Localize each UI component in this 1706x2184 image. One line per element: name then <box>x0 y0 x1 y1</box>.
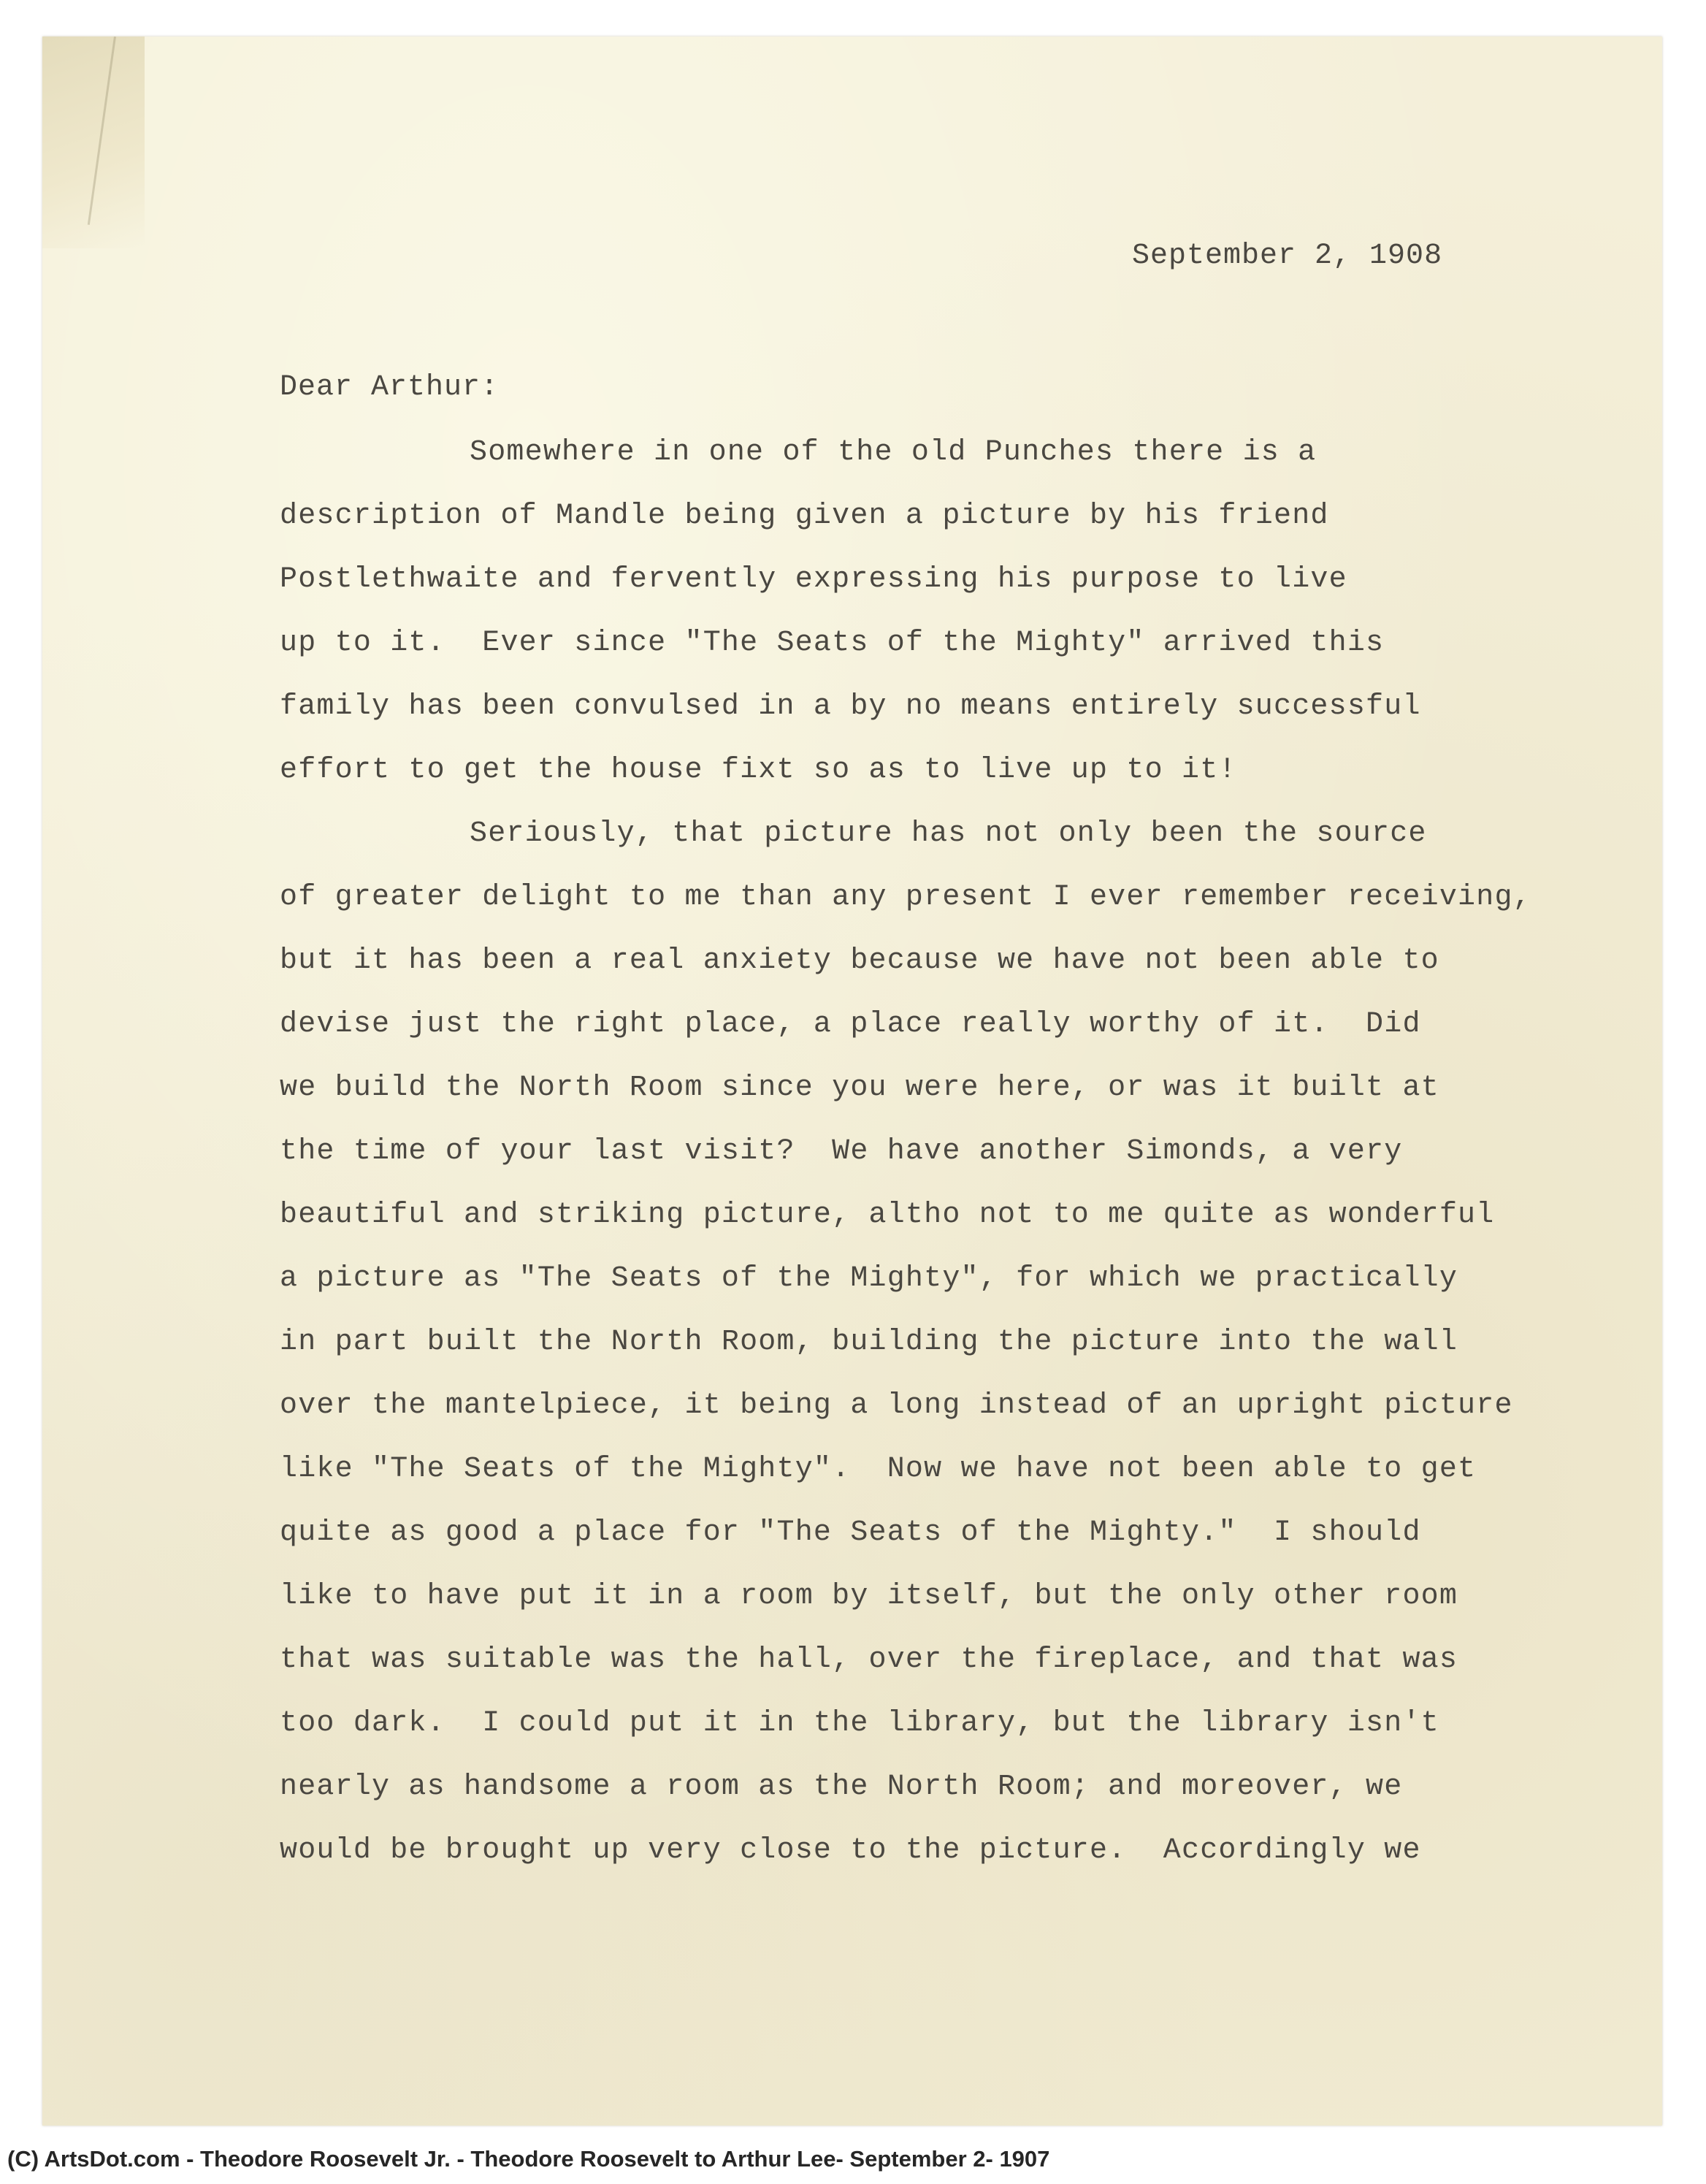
letter-line: we build the North Room since you were here, or was it built at <box>280 1072 1439 1104</box>
letter-line: Postlethwaite and fervently expressing his purpose to live <box>280 563 1347 596</box>
letter-line: quite as good a place for "The Seats of the Mighty." I should <box>280 1516 1421 1549</box>
letter-line: like to have put it in a room by itself, but the only other room <box>280 1580 1458 1613</box>
letter-line: too dark. I could put it in the library, but the library isn't <box>280 1707 1439 1740</box>
letter-line: but it has been a real anxiety because we have not been able to <box>280 944 1439 977</box>
letter-line: a picture as "The Seats of the Mighty", for which we practically <box>280 1262 1458 1295</box>
letter-line: Somewhere in one of the old Punches there is a <box>470 436 1317 469</box>
letter-line: in part built the North Room, building the picture into the wall <box>280 1326 1458 1359</box>
letter-line: family has been convulsed in a by no means entirely successful <box>280 690 1421 723</box>
letter-line: the time of your last visit? We have another Simonds, a very <box>280 1135 1403 1168</box>
letter-line: like "The Seats of the Mighty". Now we have not been able to get <box>280 1453 1477 1486</box>
letter-line: over the mantelpiece, it being a long instead of an upright picture <box>280 1389 1513 1422</box>
letter-line: devise just the right place, a place really worthy of it. Did <box>280 1008 1421 1041</box>
letter-line: would be brought up very close to the picture. Accordingly we <box>280 1834 1421 1867</box>
letter-date: September 2, 1908 <box>1132 240 1443 272</box>
letter-line: effort to get the house fixt so as to live up to it! <box>280 754 1237 787</box>
letter-line: of greater delight to me than any present I ever remember receiving, <box>280 881 1531 914</box>
letter-line: beautiful and striking picture, altho not to me quite as wonderful <box>280 1199 1495 1232</box>
letter-line: up to it. Ever since "The Seats of the Mighty" arrived this <box>280 627 1385 660</box>
letter-line: Seriously, that picture has not only been the source <box>470 817 1427 850</box>
letter-line: nearly as handsome a room as the North Room; and moreover, we <box>280 1771 1403 1803</box>
letter-line: that was suitable was the hall, over the fireplace, and that was <box>280 1643 1458 1676</box>
salutation: Dear Arthur: <box>280 371 500 404</box>
copyright-caption: (C) ArtsDot.com - Theodore Roosevelt Jr. - Theodore Roosevelt to Arthur Lee- September 2- 1907 <box>7 2146 1050 2172</box>
worn-corner <box>42 37 145 248</box>
letter-line: description of Mandle being given a picture by his friend <box>280 500 1329 532</box>
